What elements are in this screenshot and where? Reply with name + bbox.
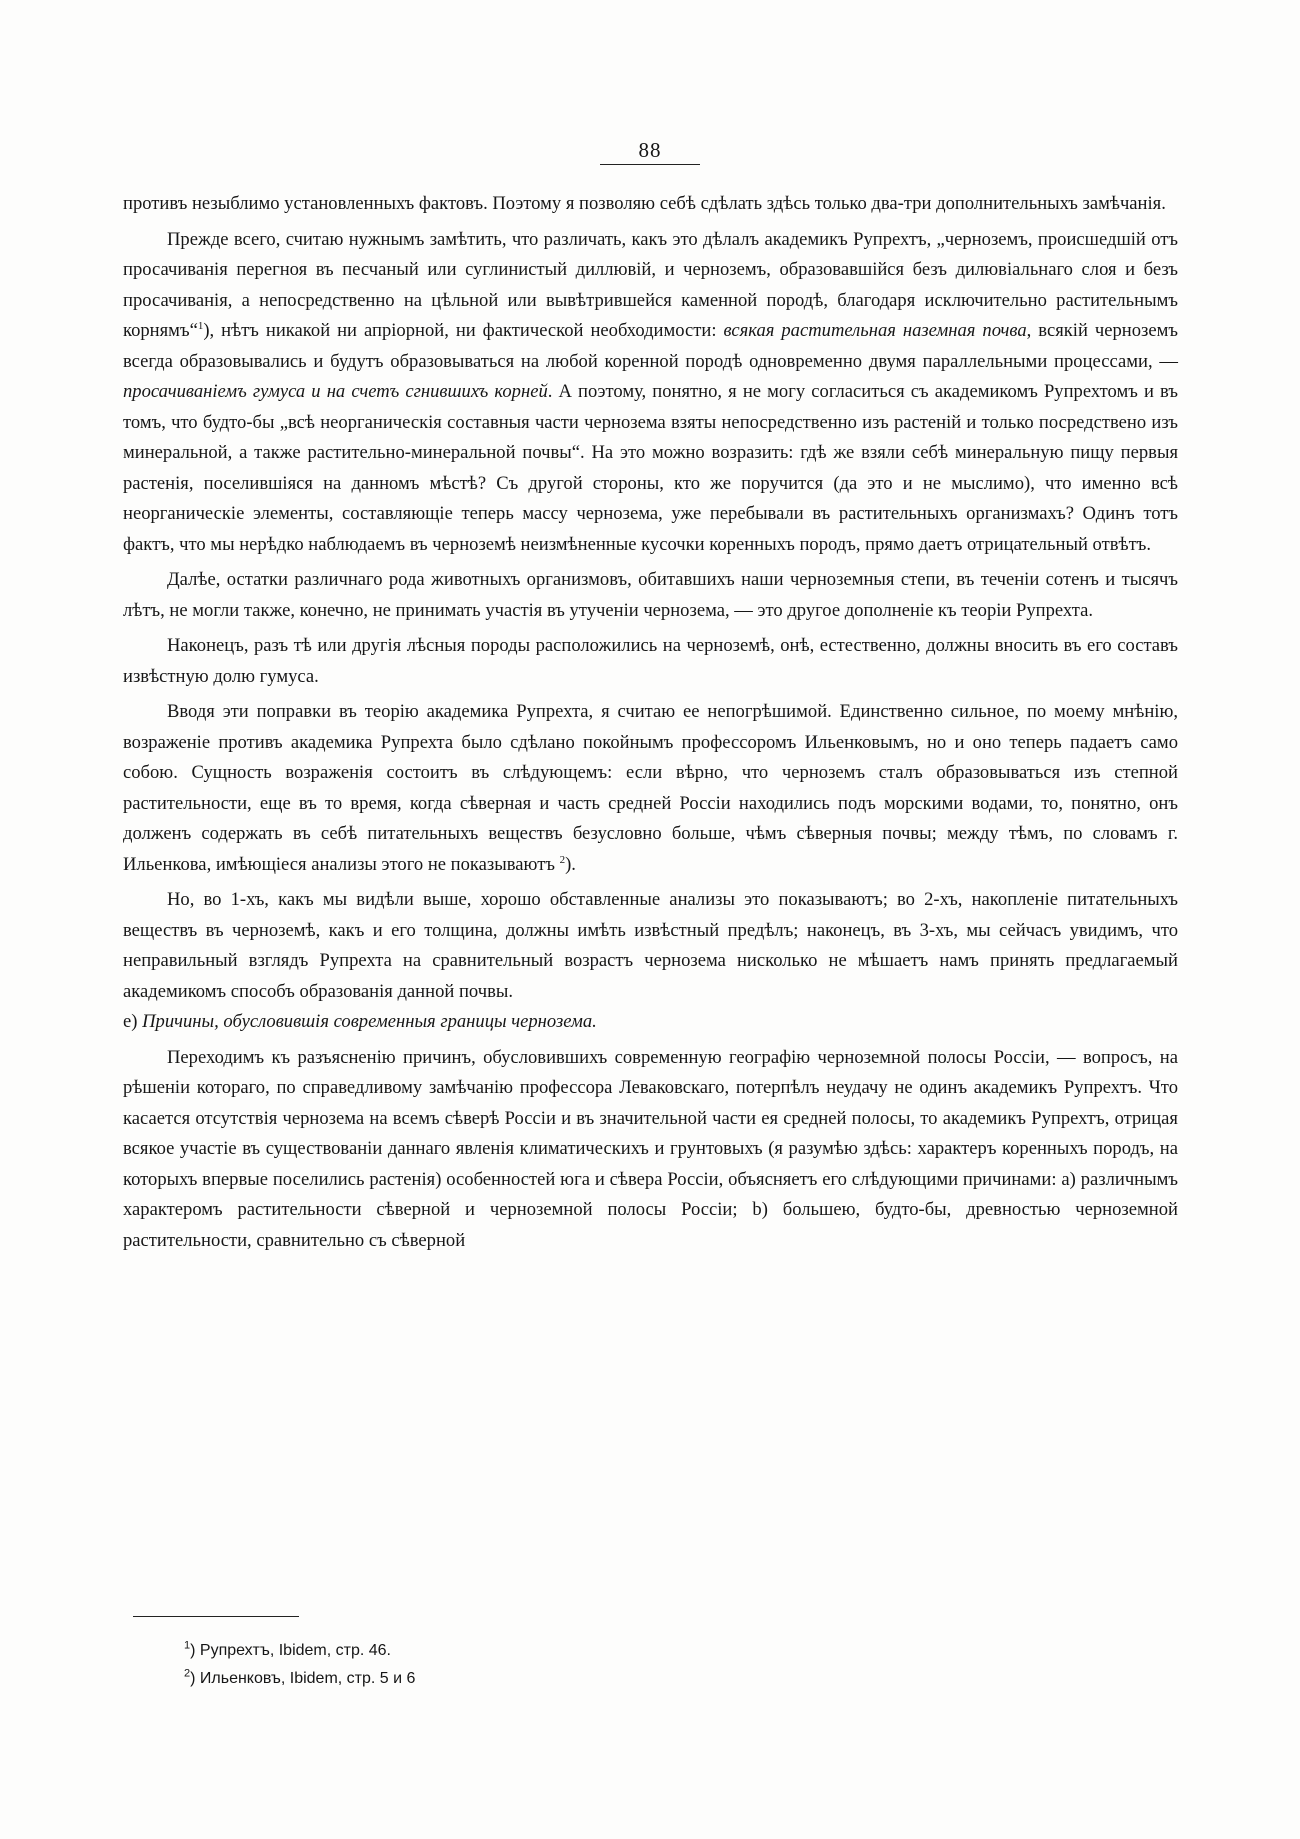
paragraph-ilyenkov-objection: Вводя эти поправки въ теорію академика Рупрехта, я считаю ее непогрѣшимой. Единственно сильное, по моему мнѣнію, возраженіе противъ академика Рупрехта было сдѣлано покойнымъ профессоромъ Ильенковымъ, но и оно теперь падаетъ само собою. Сущность возраженія состоитъ въ слѣдующемъ: если вѣрно, что черноземъ сталъ образовываться изъ степной растительности, еще въ то время, когда сѣверная и часть средней Россіи находились подъ морскими водами, то, понятно, онъ долженъ содержать въ себѣ питательныхъ веществъ безусловно больше, чѣмъ сѣверныя почвы; между тѣмъ, по словамъ г. Ильенкова, имѣющіеся анализы этого не показываютъ $^2$). [123,701,1178,875]
emphasis-text: просачиваніемъ гумуса и на счетъ сгнившихъ корней [123,381,548,402]
footnote-mark: 1 [184,1639,191,1652]
paragraph-boundaries: Переходимъ къ разъясненію причинъ, обусловившихъ современную географію черноземной полосы Россіи, — вопросъ, на рѣшеніи котораго, по справедливому замѣчанію профессора Леваковскаго, потерпѣлъ неудачу не одинъ академикъ Рупрехтъ. Что касается отсутствія чернозема на всемъ сѣверѣ Россіи и въ значительной части ея средней полосы, то академикъ Рупрехтъ, отрицая всякое участіе въ существованіи даннаго явленія климатическихъ и грунтовыхъ (я разумѣю здѣсь: характеръ коренныхъ породъ, на которыхъ впервые поселились растенія) особенностей юга и сѣвера Россіи, объясняетъ его слѣдующими причинами: a) различнымъ характеромъ растительности сѣверной и черноземной полосы Россіи; b) большею, будто-бы, древностью черноземной растительности, сравнительно съ сѣверной [123,1046,1178,1251]
footnote-2: $^2$) Ильенковъ, Ibidem, стр. 5 и 6 [184,1667,416,1687]
section-letter: е) [123,1011,138,1032]
section-title: Причины, обусловившія современныя границы чернозема. [142,1011,597,1032]
footnote-ref-1: 1 [197,319,204,332]
emphasis-text: всякая растительная наземная почва [723,320,1027,341]
footnotes [184,1637,415,1693]
section-heading [123,1007,1178,1038]
paragraph-ruprecht-distinction: Прежде всего, считаю нужнымъ замѣтить, что различать, какъ это дѣлалъ академикъ Рупрехтъ, „черноземъ, происшедшій отъ просачиванія перегноя въ песчаный или суглинистый диллювій, и черноземъ, образовавшійся безъ дилювіальнаго слоя и безъ просачиванія, а непосредственно на цѣльной или вывѣтрившейся каменной породѣ, благодаря исключительно растительнымъ корнямъ“$^1$), нѣтъ никакой ни апріорной, ни фактической необходимости: всякая растительная наземная почва, всякій черноземъ всегда образовывались и будутъ образовываться на любой коренной породѣ одновременно двумя параллельными процессами, — просачиваніемъ гумуса и на счетъ сгнившихъ корней. А поэтому, понятно, я не могу согласиться съ академикомъ Рупрехтомъ и въ томъ, что будто-бы „всѣ неорганическія составныя части чернозема взяты непосредственно изъ растеній и только посредствено изъ минеральной, а также растительно-минеральной почвы“. На это можно возразить: гдѣ же взяли себѣ минеральную пищу первыя растенія, поселившіяся на данномъ мѣстѣ? Съ другой стороны, кто же поручится (да это и не мыслимо), что именно всѣ неорганическіе элементы, составляющіе теперь массу чернозема, уже перебывали въ растительныхъ организмахъ? Одинъ тотъ фактъ, что мы нерѣдко наблюдаемъ въ черноземѣ неизмѣненные кусочки коренныхъ породъ, прямо даетъ отрицательный отвѣтъ. [123,228,1178,555]
paragraph-animal-remains: Далѣе, остатки различнаго рода животныхъ организмовъ, обитавшихъ наши черноземныя степи, въ теченіи сотенъ и тысячъ лѣтъ, не могли также, конечно, не принимать участія въ утученіи чернозема, — это другое дополненіе къ теоріи Рупрехта. [123,569,1178,621]
footnote-ref-2: 2 [559,853,566,866]
footnote-1: $^1$) Рупрехтъ, Ibidem, стр. 46. [184,1639,391,1659]
paragraph-response: Но, во 1-хъ, какъ мы видѣли выше, хорошо обставленные анализы это показываютъ; во 2-хъ, накопленіе питательныхъ веществъ въ черноземѣ, какъ и его толщина, должны имѣть извѣстный предѣлъ; наконецъ, въ 3-хъ, мы сейчасъ увидимъ, что неправильный взглядъ Рупрехта на сравнительный возрастъ чернозема нисколько не мѣшаетъ намъ принять предлагаемый академикомъ способъ образованія данной почвы. [123,889,1178,1002]
paragraph-forest-species: Наконецъ, разъ тѣ или другія лѣсныя породы расположились на черноземѣ, онѣ, естественно, должны вносить въ его составъ извѣстную долю гумуса. [123,635,1178,687]
paragraph-continuation: противъ незыблимо установленныхъ фактовъ. Поэтому я позволяю себѣ сдѣлать здѣсь только два-три дополнительныхъ замѣчанія. [123,193,1166,214]
main-text [123,189,1178,1256]
page-number: 88 [600,138,700,165]
footnote-mark: 2 [184,1667,191,1680]
footnote-divider [133,1616,299,1617]
